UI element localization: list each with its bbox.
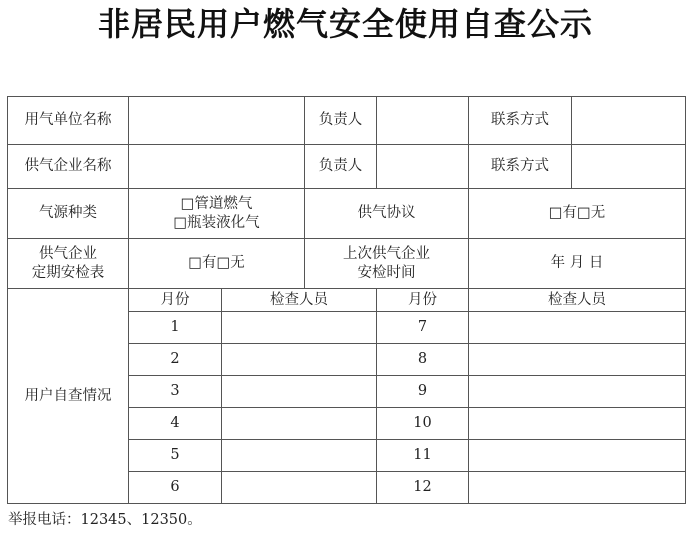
row-user-unit bbox=[8, 97, 686, 145]
supplier-name-label: 供气企业名称 bbox=[8, 145, 129, 189]
report-hotline-text: 举报电话：12345、12350。 bbox=[8, 512, 202, 528]
inspector-field[interactable] bbox=[469, 408, 686, 440]
self-check-header-row bbox=[8, 289, 686, 312]
inspection-form-label bbox=[8, 239, 129, 289]
user-contact-label: 联系方式 bbox=[469, 97, 572, 145]
page-title: 非居民用户燃气安全使用自查公示 bbox=[97, 5, 593, 43]
inspector-field[interactable] bbox=[222, 376, 377, 408]
inspector-field[interactable] bbox=[222, 472, 377, 504]
inspector-field[interactable] bbox=[469, 344, 686, 376]
agreement-label: 供气协议 bbox=[305, 189, 469, 239]
month-cell: 3 bbox=[129, 376, 222, 408]
user-unit-field[interactable] bbox=[129, 97, 305, 145]
row-supplier bbox=[8, 145, 686, 189]
month-cell: 8 bbox=[377, 344, 469, 376]
supplier-contact-label: 联系方式 bbox=[469, 145, 572, 189]
gas-source-label: 气源种类 bbox=[8, 189, 129, 239]
month-cell: 7 bbox=[377, 312, 469, 344]
month-cell: 2 bbox=[129, 344, 222, 376]
inspector-header-right: 检查人员 bbox=[469, 289, 686, 312]
inspection-label-line1: 供气企业 bbox=[39, 245, 97, 262]
month-cell: 6 bbox=[129, 472, 222, 504]
month-cell: 1 bbox=[129, 312, 222, 344]
inspector-field[interactable] bbox=[222, 440, 377, 472]
supplier-responsible-field[interactable] bbox=[377, 145, 469, 189]
agreement-yes-no-checkbox[interactable]: □有□无 bbox=[469, 189, 686, 239]
inspector-field[interactable] bbox=[469, 472, 686, 504]
user-responsible-field[interactable] bbox=[377, 97, 469, 145]
self-check-label: 用户自查情况 bbox=[8, 289, 129, 504]
month-cell: 4 bbox=[129, 408, 222, 440]
inspector-field[interactable] bbox=[222, 344, 377, 376]
user-responsible-label: 负责人 bbox=[305, 97, 377, 145]
gas-source-options bbox=[129, 189, 305, 239]
month-cell: 5 bbox=[129, 440, 222, 472]
last-check-label-line2: 安检时间 bbox=[357, 264, 416, 281]
user-contact-field[interactable] bbox=[572, 97, 686, 145]
month-header-left: 月份 bbox=[129, 289, 222, 312]
inspector-field[interactable] bbox=[469, 440, 686, 472]
user-unit-label: 用气单位名称 bbox=[8, 97, 129, 145]
month-cell: 11 bbox=[377, 440, 469, 472]
row-inspection bbox=[8, 239, 686, 289]
last-check-label bbox=[305, 239, 469, 289]
last-check-date-field[interactable]: 年 月 日 bbox=[469, 239, 686, 289]
supplier-contact-field[interactable] bbox=[572, 145, 686, 189]
month-header-right: 月份 bbox=[377, 289, 469, 312]
month-cell: 9 bbox=[377, 376, 469, 408]
month-cell: 12 bbox=[377, 472, 469, 504]
supplier-name-field[interactable] bbox=[129, 145, 305, 189]
bottled-lpg-checkbox[interactable]: □瓶装液化气 bbox=[173, 214, 260, 231]
self-check-form-table bbox=[7, 96, 686, 504]
inspector-field[interactable] bbox=[222, 408, 377, 440]
pipeline-gas-checkbox[interactable]: □管道燃气 bbox=[180, 195, 253, 212]
inspector-field[interactable] bbox=[222, 312, 377, 344]
inspector-field[interactable] bbox=[469, 312, 686, 344]
month-cell: 10 bbox=[377, 408, 469, 440]
supplier-responsible-label: 负责人 bbox=[305, 145, 377, 189]
last-check-label-line1: 上次供气企业 bbox=[343, 245, 430, 262]
row-gas-source bbox=[8, 189, 686, 239]
inspector-field[interactable] bbox=[469, 376, 686, 408]
inspection-yes-no-checkbox[interactable]: □有□无 bbox=[129, 239, 305, 289]
inspection-label-line2: 定期安检表 bbox=[31, 264, 105, 281]
inspector-header-left: 检查人员 bbox=[222, 289, 377, 312]
